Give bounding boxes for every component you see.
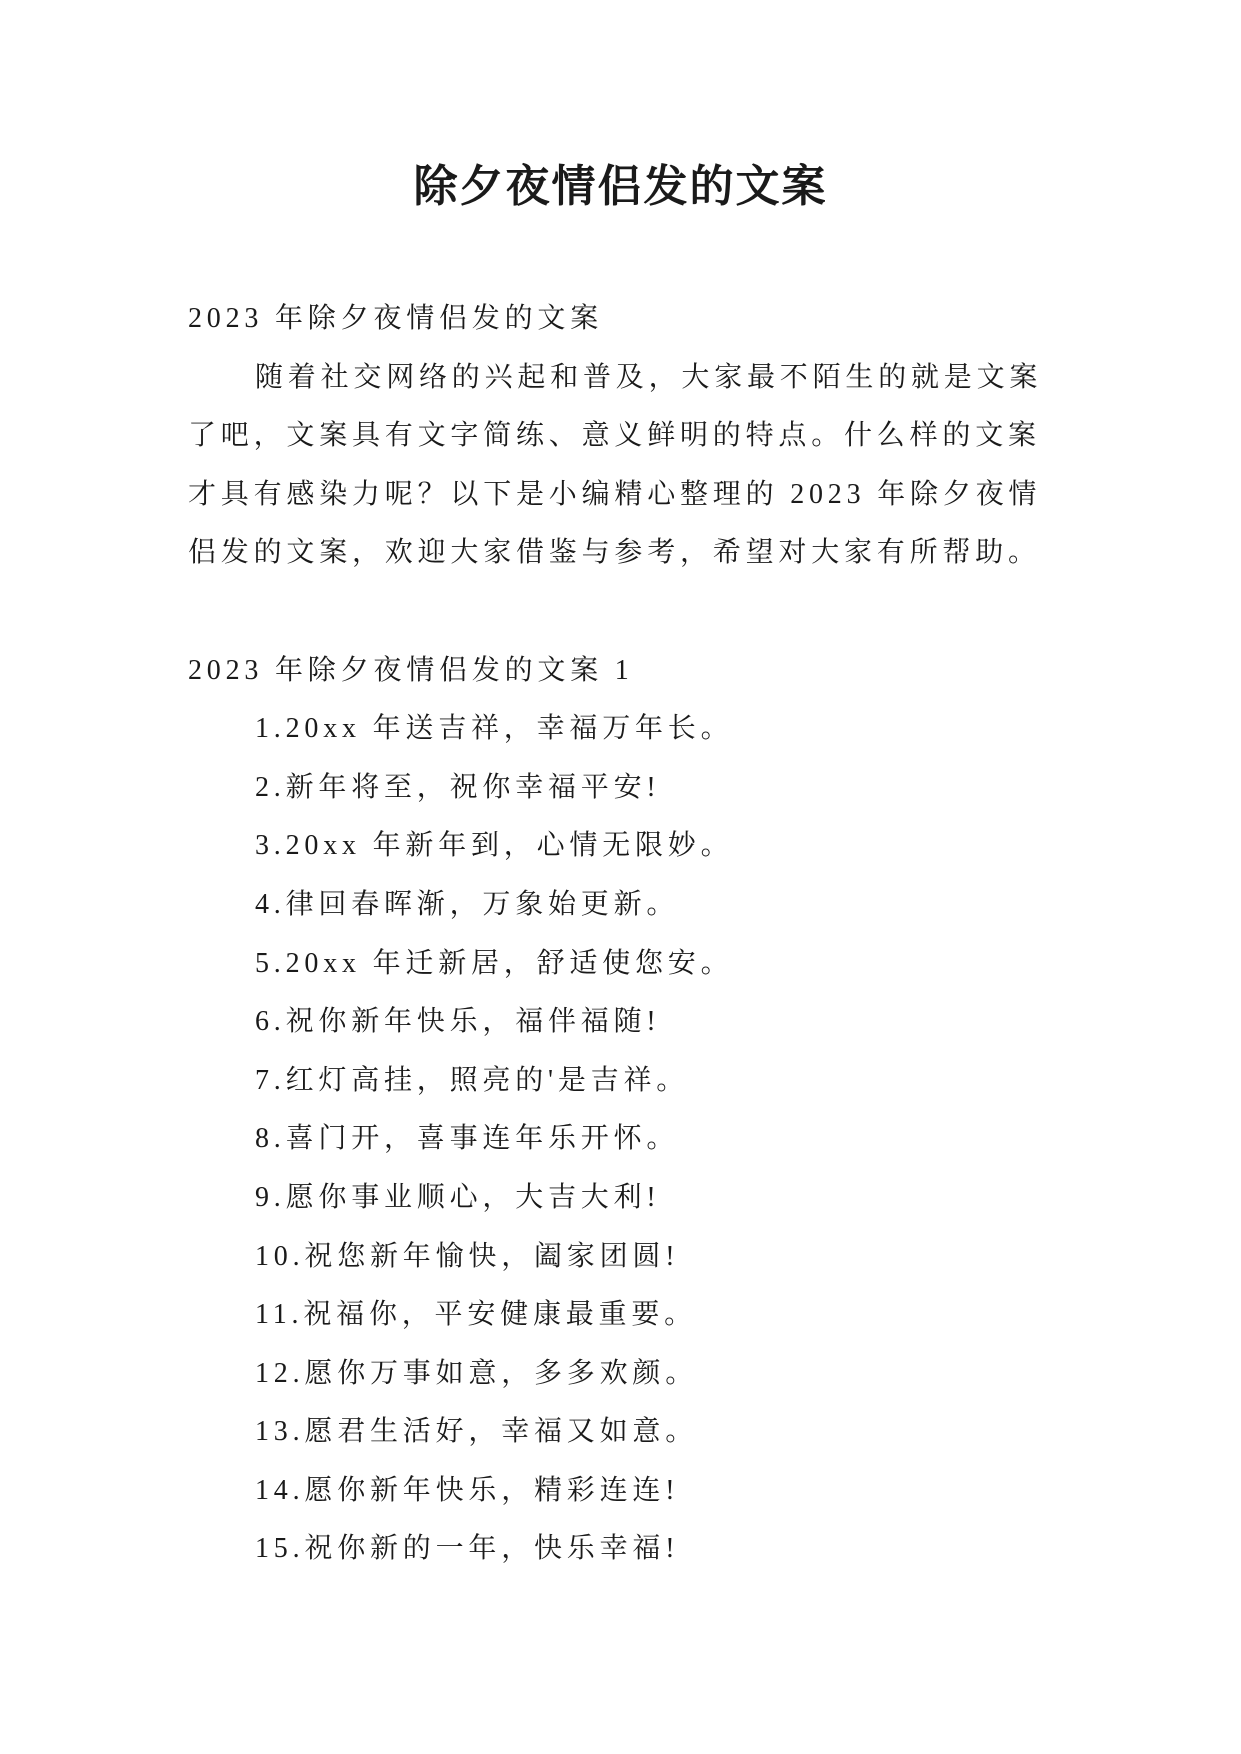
- list-item: 13.愿君生活好，幸福又如意。: [255, 1416, 699, 1448]
- list-item: 5.20xx 年迁新居，舒适使您安。: [255, 947, 734, 979]
- list-item: 1.20xx 年送吉祥，幸福万年长。: [255, 713, 734, 745]
- blank-line: [188, 583, 1088, 642]
- document-title: 除夕夜情侣发的文案: [413, 161, 828, 212]
- list-item: 9.愿你事业顺心，大吉大利!: [255, 1181, 661, 1213]
- document-body: [188, 290, 1088, 1579]
- list-item: 4.律回春晖渐，万象始更新。: [255, 888, 680, 920]
- intro-paragraph-line: 随着社交网络的兴起和普及，大家最不陌生的就是文案: [255, 361, 1043, 393]
- list-item: 8.喜门开，喜事连年乐开怀。: [255, 1123, 680, 1155]
- list-item: 15.祝你新的一年，快乐幸福!: [255, 1533, 680, 1565]
- list-item: 10.祝您新年愉快，阖家团圆!: [255, 1240, 680, 1272]
- intro-paragraph-line: 侣发的文案，欢迎大家借鉴与参考，希望对大家有所帮助。: [188, 537, 1041, 569]
- list-item: 6.祝你新年快乐，福伴福随!: [255, 1006, 661, 1038]
- intro-paragraph-line: 才具有感染力呢？以下是小编精心整理的 2023 年除夕夜情: [188, 478, 1042, 510]
- list-item: 3.20xx 年新年到，心情无限妙。: [255, 830, 734, 862]
- list-item: 11.祝福你，平安健康最重要。: [255, 1299, 697, 1331]
- intro-paragraph-line: 了吧，文案具有文字简练、意义鲜明的特点。什么样的文案: [188, 420, 1041, 452]
- list-item: 7.红灯高挂，照亮的'是吉祥。: [255, 1064, 690, 1096]
- intro-heading: 2023 年除夕夜情侣发的文案: [188, 303, 604, 334]
- list-item: 2.新年将至，祝你幸福平安!: [255, 771, 661, 803]
- section-heading: 2023 年除夕夜情侣发的文案 1: [188, 654, 634, 686]
- intro-paragraph: [188, 349, 1088, 583]
- greeting-list: [188, 700, 1088, 1579]
- list-item: 12.愿你万事如意，多多欢颜。: [255, 1357, 699, 1389]
- list-item: 14.愿你新年快乐，精彩连连!: [255, 1474, 680, 1506]
